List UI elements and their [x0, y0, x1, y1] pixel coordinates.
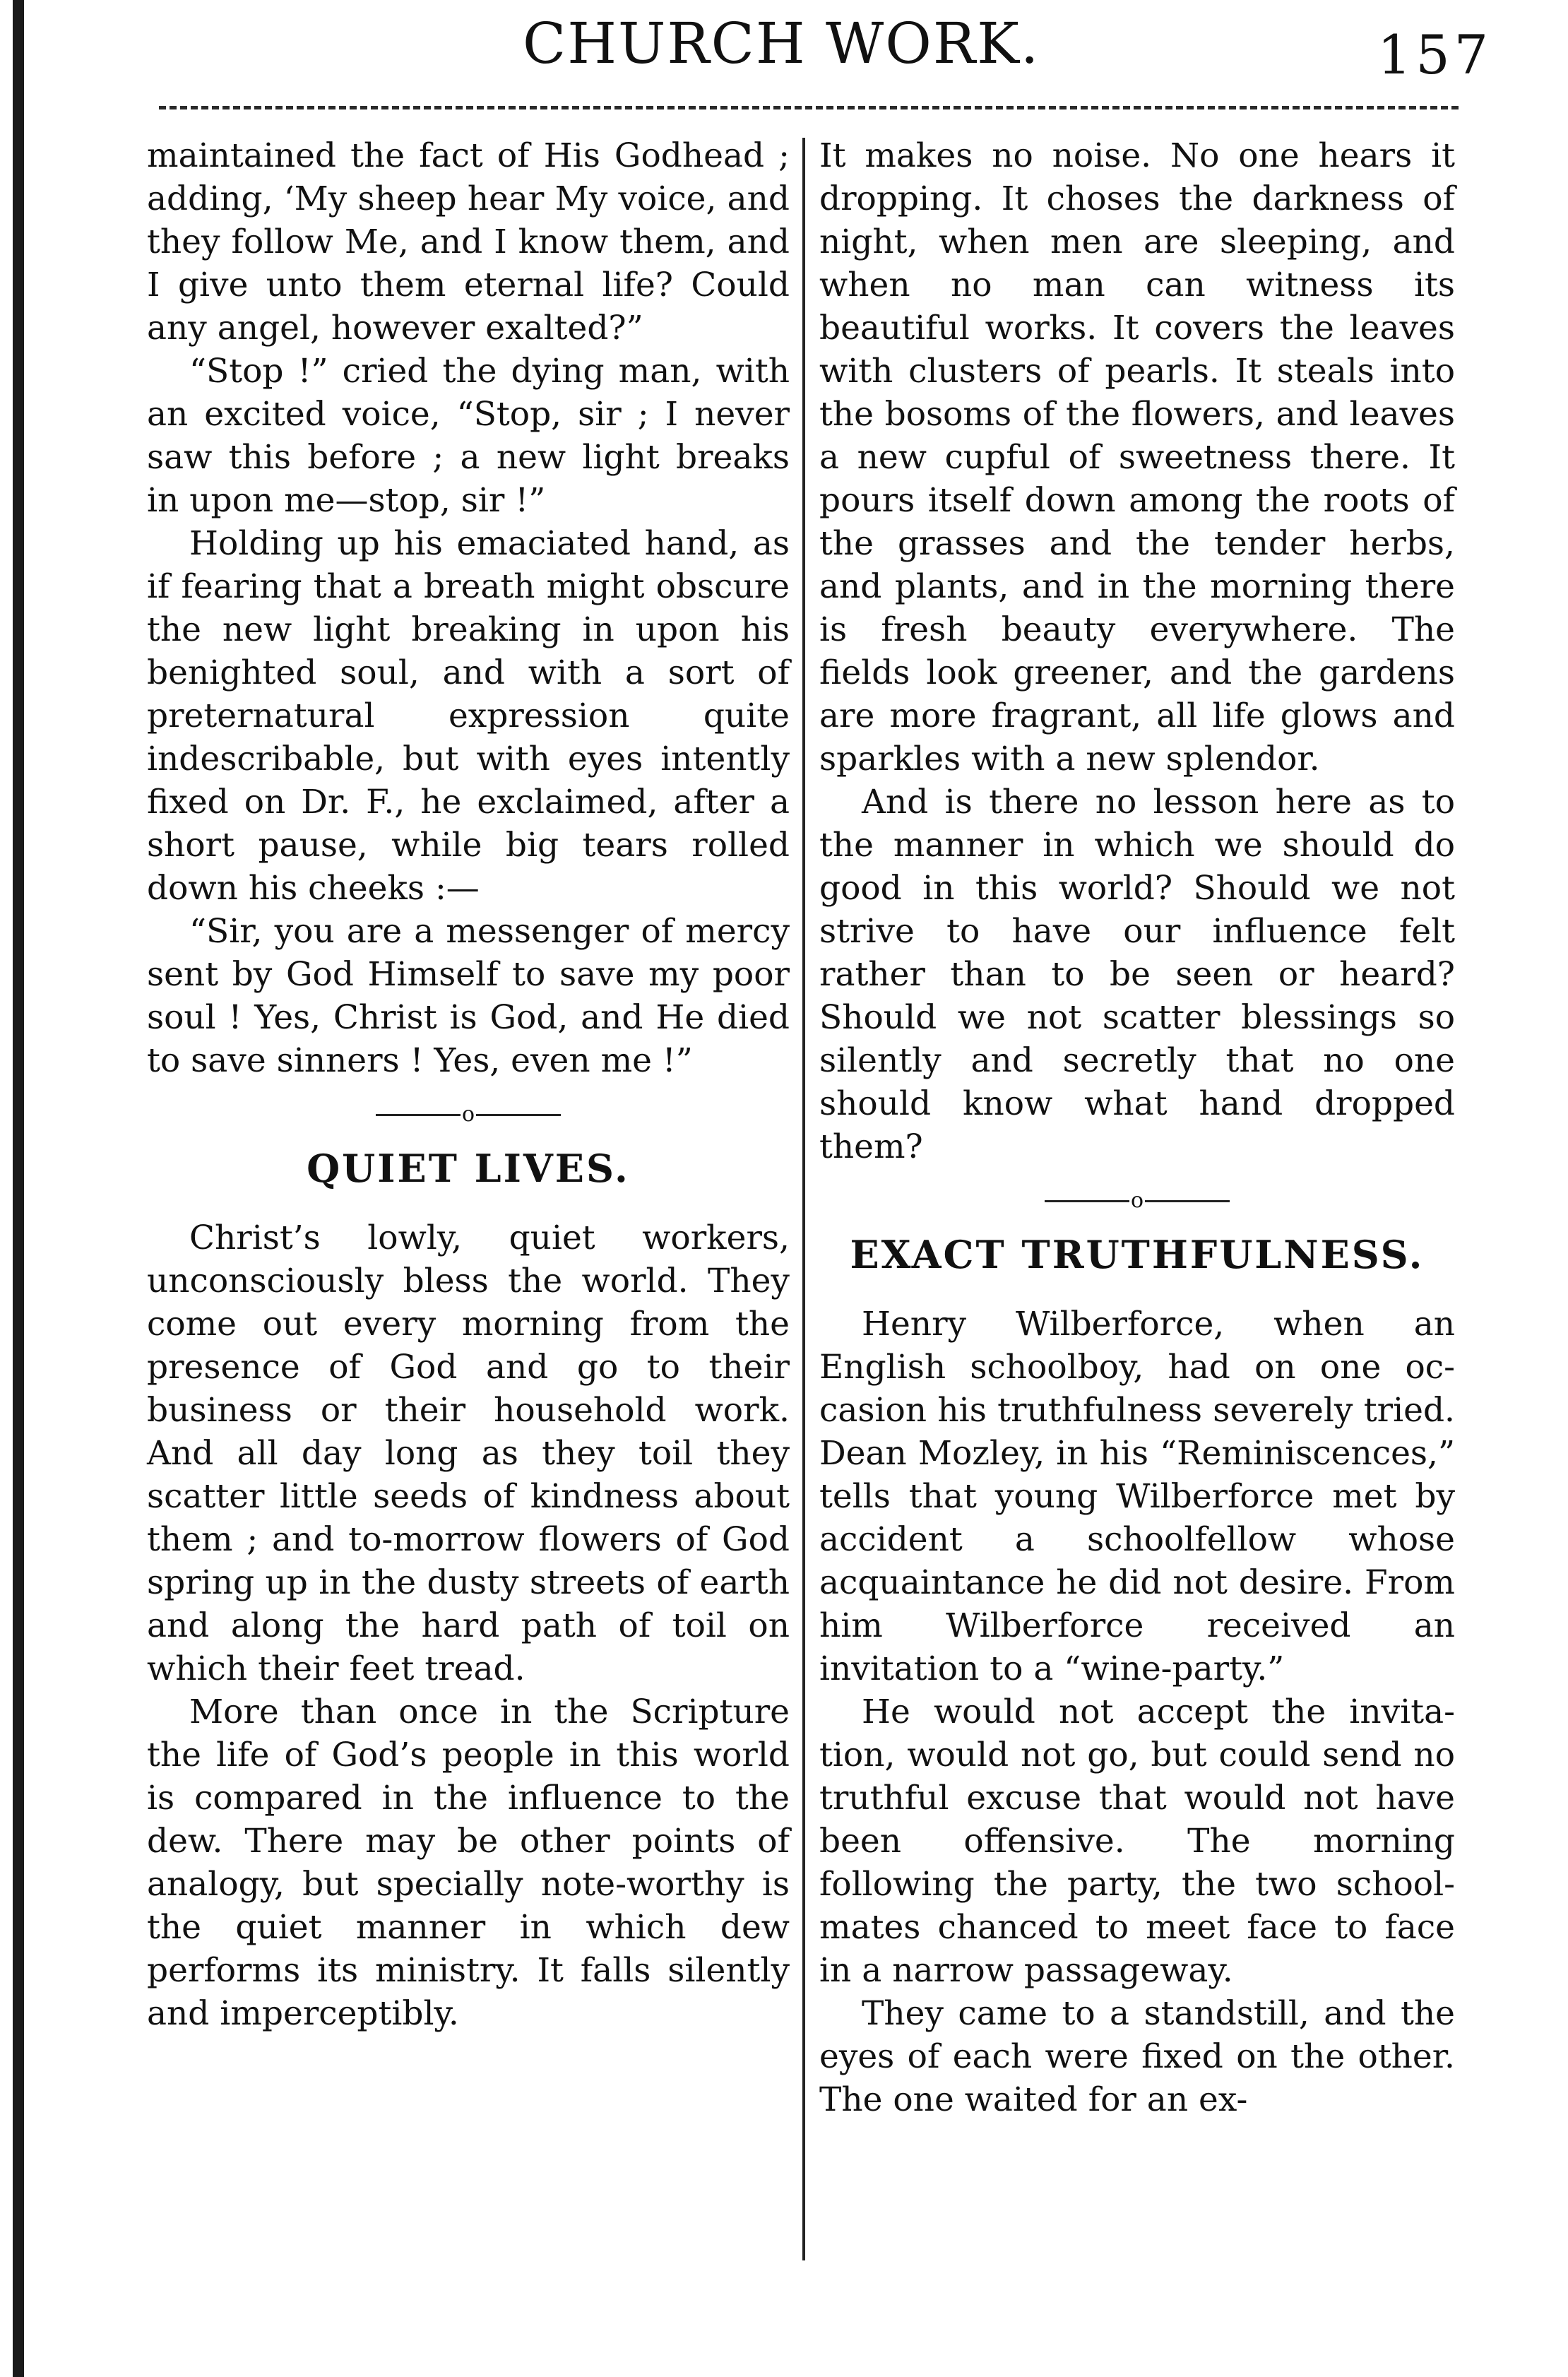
- divider-ornament: o: [461, 1102, 475, 1127]
- header-rule: [159, 106, 1459, 109]
- binding-edge-rule: [13, 0, 24, 2377]
- section-title-quiet-lives: QUIET LIVES.: [307, 1146, 630, 1191]
- paragraph: And is there no lesson here as to the manner in which we should do good in this world? Should we not strive to have our influence felt rather than to be seen or heard? Should we not scatter blessings so silently and secretly that no one should know what hand dropped them?: [819, 783, 1455, 1166]
- left-column: [147, 134, 790, 2035]
- paragraph: He would not accept the invitation, would not go, but could send no truthful excuse that would not have been offensive. The morning following the party, the two schoolmates chanced to meet face to face in a narrow passageway.: [819, 1693, 1455, 1990]
- column-divider: [802, 138, 805, 2260]
- paragraph: “Sir, you are a messenger of mercy sent by God Himself to save my poor soul ! Yes, Christ is God, and He died to save sinners ! Yes, even me !”: [147, 912, 790, 1080]
- paragraph: Henry Wilberforce, when an English schoolboy, had on one occasion his truthfulness severely tried. Dean Mozley, in his “Reminiscences,” tells that young Wilberforce met by accident a schoolfellow whose acquaintance he did not desire. From him Wilberforce received an invitation to a “wine-party.”: [819, 1305, 1455, 1688]
- section-divider: [147, 1082, 790, 1147]
- paragraph: It makes no noise. No one hears it dropping. It choses the darkness of night, when men are sleeping, and when no man can witness its beautiful works. It covers the leaves with clusters of pearls. It steals into the bosoms of the flowers, and leaves a new cupful of sweetness there. It pours itself down among the roots of the grasses and the tender herbs, and plants, and in the morning there is fresh beauty everywhere. The fields look greener, and the gardens are more fragrant, all life glows and sparkles with a new splendor.: [819, 136, 1455, 778]
- paragraph: More than once in the Scripture the life of God’s people in this world is compared in the influence to the dew. There may be other points of analogy, but specially note-worthy is the quiet manner in which dew performs its ministry. It falls silently and imperceptibly.: [147, 1693, 790, 2033]
- paragraph: They came to a standstill, and the eyes of each were fixed on the other. The one waited for an ex-: [819, 1994, 1455, 2119]
- divider-ornament: o: [1130, 1188, 1144, 1213]
- running-title: CHURCH WORK.: [523, 11, 1040, 76]
- divider-bar: [376, 1114, 461, 1116]
- right-column: [819, 134, 1455, 2121]
- paragraph: Holding up his emaciated hand, as if fearing that a breath might obscure the new light breaking in upon his benighted soul, and with a sort of preternatural expression quite indescribable, but with eyes intently fixed on Dr. F., he exclaimed, after a short pause, while big tears rolled down his cheeks :—: [147, 524, 790, 908]
- divider-bar: [1045, 1200, 1129, 1202]
- paragraph: “Stop !” cried the dying man, with an excited voice, “Stop, sir ; I never saw this before ; a new light breaks in upon me—stop, sir !”: [147, 352, 790, 520]
- divider-bar: [476, 1114, 561, 1116]
- section-divider: [819, 1168, 1455, 1233]
- page-number: 157: [1377, 23, 1493, 86]
- paragraph: maintained the fact of His Godhead ; adding, ‘My sheep hear My voice, and they follow Me, and I know them, and I give unto them eternal life? Could any angel, however exalted?”: [147, 136, 790, 348]
- paragraph: Christ’s lowly, quiet workers, unconsciously bless the world. They come out every morning from the presence of God and go to their business or their household work. And all day long as they toil they scatter little seeds of kindness about them ; and to-morrow flowers of God spring up in the dusty streets of earth and along the hard path of toil on which their feet tread.: [147, 1219, 790, 1688]
- section-title-exact-truthfulness: EXACT TRUTHFULNESS.: [850, 1232, 1425, 1277]
- divider-bar: [1145, 1200, 1230, 1202]
